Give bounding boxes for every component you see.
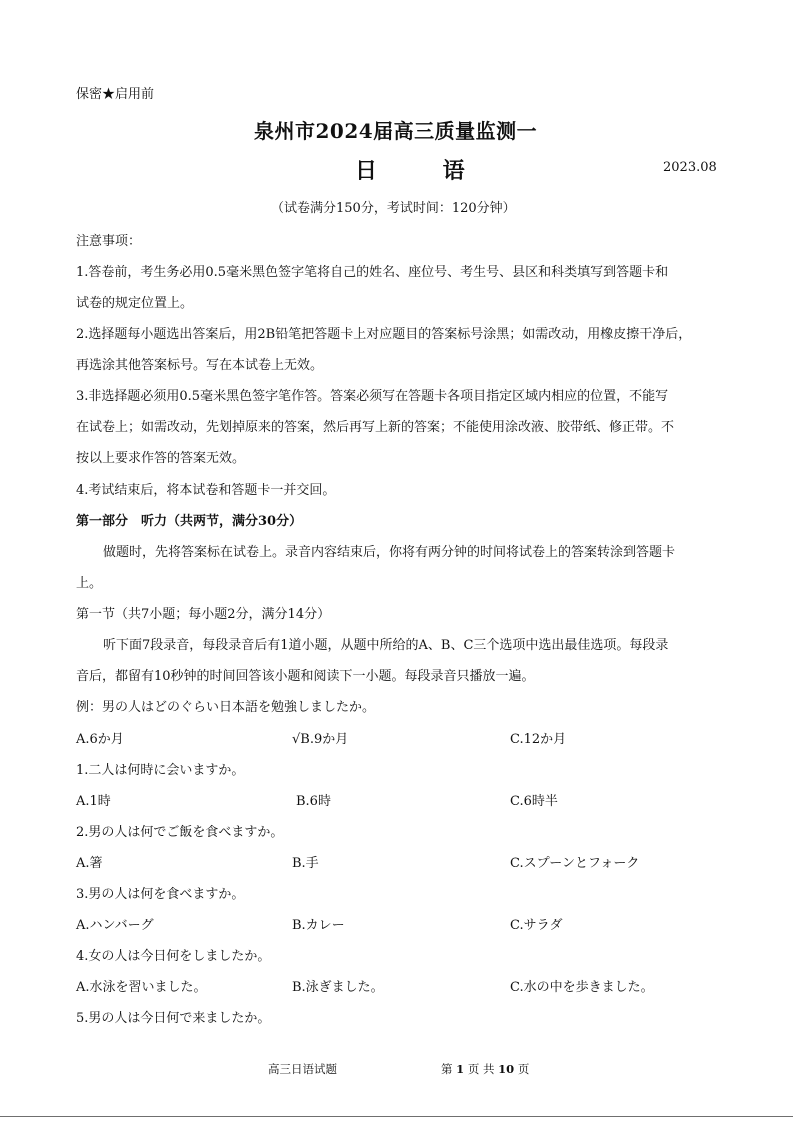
part1-instruction: 上。 <box>76 576 103 591</box>
example-option-c: C.12か月 <box>510 732 567 747</box>
page-prefix: 第 <box>441 1062 453 1076</box>
notice-line: 4.考试结束后，将本试卷和答题卡一并交回。 <box>76 483 336 498</box>
q4-option-a: A.水泳を習いました。 <box>76 980 207 995</box>
page-suffix: 页 <box>517 1062 530 1076</box>
notice-line: 1.答卷前，考生务必用0.5毫米黑色签字笔将自己的姓名、座位号、考生号、县区和科类填写到答题卡和 <box>76 265 669 280</box>
section1-heading: 第一节（共7小题；每小题2分，满分14分） <box>76 607 331 622</box>
notice-line: 按以上要求作答的答案无效。 <box>76 451 246 466</box>
section1-instruction: 听下面7段录音，每段录音后有1道小题，从题中所给的A、B、C三个选项中选出最佳选项。每段录 <box>103 638 669 653</box>
part1-heading: 第一部分 听力（共两节，满分30分） <box>76 514 303 529</box>
exam-date: 2023.08 <box>663 160 717 175</box>
q4-option-b: B.泳ぎました。 <box>292 980 384 995</box>
example-option-b: √B.9か月 <box>292 732 349 747</box>
notice-line: 再选涂其他答案标号。写在本试卷上无效。 <box>76 358 324 373</box>
notice-line: 3.非选择题必须用0.5毫米黑色签字笔作答。答案必须写在答题卡各项目指定区域内相应的位置，不能写 <box>76 389 669 404</box>
page-total: 10 <box>498 1062 515 1076</box>
notice-heading: 注意事项： <box>76 234 142 249</box>
subject-title: 日 语 <box>355 158 475 184</box>
page-mid: 页 共 <box>467 1062 495 1076</box>
example-question: 例：男の人はどのぐらい日本語を勉強しましたか。 <box>76 700 376 715</box>
question-4: 4.女の人は今日何をしましたか。 <box>76 949 271 964</box>
q2-option-b: B.手 <box>292 856 319 871</box>
example-option-a: A.6か月 <box>76 732 124 747</box>
q1-option-a: A.1時 <box>76 794 111 809</box>
page-number: 1 <box>456 1062 465 1076</box>
notice-line: 在试卷上；如需改动，先划掉原来的答案，然后再写上新的答案；不能使用涂改液、胶带纸、修正带。不 <box>76 420 675 435</box>
q1-option-c: C.6時半 <box>510 794 558 809</box>
notice-line: 试卷的规定位置上。 <box>76 296 194 311</box>
q1-option-b: B.6時 <box>296 794 331 809</box>
question-5: 5.男の人は今日何で来ましたか。 <box>76 1011 271 1026</box>
question-2: 2.男の人は何でご飯を食べますか。 <box>76 825 284 840</box>
exam-info: （试卷满分150分，考试时间：120分钟） <box>271 201 516 216</box>
bottom-rule <box>0 1116 793 1117</box>
footer-paper-name: 高三日语试题 <box>268 1062 337 1076</box>
question-1: 1.二人は何時に会いますか。 <box>76 763 245 778</box>
q2-option-a: A.箸 <box>76 856 103 871</box>
q4-option-c: C.水の中を歩きました。 <box>510 980 654 995</box>
question-3: 3.男の人は何を食べますか。 <box>76 887 245 902</box>
q2-option-c: C.スプーンとフォーク <box>510 856 640 871</box>
q3-option-b: B.カレー <box>292 918 345 933</box>
section1-instruction: 音后，都留有10秒钟的时间回答该小题和阅读下一小题。每段录音只播放一遍。 <box>76 669 535 684</box>
q3-option-a: A.ハンバーグ <box>76 918 154 933</box>
exam-title: 泉州市2024届高三质量监测一 <box>254 119 538 143</box>
q3-option-c: C.サラダ <box>510 918 563 933</box>
part1-instruction: 做题时，先将答案标在试卷上。录音内容结束后，你将有两分钟的时间将试卷上的答案转涂到答题卡 <box>103 545 676 560</box>
notice-line: 2.选择题每小题选出答案后，用2B铅笔把答题卡上对应题目的答案标号涂黑；如需改动，用橡皮擦干净后， <box>76 327 692 342</box>
footer-page-indicator <box>441 1061 529 1077</box>
confidential-label: 保密★启用前 <box>76 87 155 102</box>
